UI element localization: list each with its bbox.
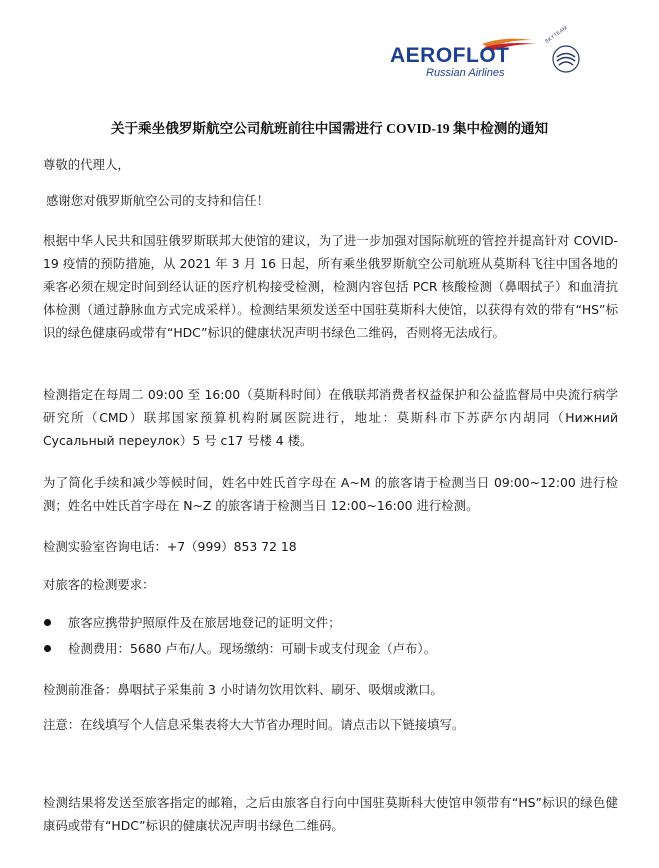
paragraph-schedule: 检测指定在每周二 09:00 至 16:00（莫斯科时间）在俄联邦消费者权益保护和公益监督局中央流行病学研究所（CMD）联邦国家预算机构附属医院进行，地址：莫斯科市下苏萨尔内胡同（Нижний Сусальный переулок）5 号 с17 号楼 4 楼。: [43, 387, 618, 448]
greeting: 尊敬的代理人，: [43, 157, 130, 172]
lab-phone: 检测实验室咨询电话：+7（999）853 72 18: [43, 539, 297, 554]
preparation-note: 检测前准备：鼻咽拭子采集前 3 小时请勿饮用饮料、刷牙、吸烟或漱口。: [43, 682, 443, 697]
logo-subtitle: Russian Airlines: [426, 67, 505, 79]
skyteam-label: SKYTEAM: [544, 25, 569, 45]
list-item: [43, 611, 618, 634]
paragraph-intro: 根据中华人民共和国驻俄罗斯联邦大使馆的建议，为了进一步加强对国际航班的管控并提高针对 COVID-19 疫情的预防措施，从 2021 年 3 月 16 日起，所有乘坐俄罗斯航空公司航班从莫斯科飞往中国各地的乘客必须在规定时间到经认证的医疗机构接受检测，检测内容包括 PCR 核酸检测（鼻咽拭子）和血清抗体检测（通过静脉血方式完成采样）。检测结果须发送至中国驻莫斯科大使馆，以获得有效的带有“HS”标识的绿色健康码或带有“HDC”标识的健康状况声明书绿色二维码，否则将无法成行。: [43, 233, 618, 340]
paragraph-time-slots: 为了简化手续和减少等候时间，姓名中姓氏首字母在 A~M 的旅客请于检测当日 09:00~12:00 进行检测；姓名中姓氏首字母在 N~Z 的旅客请于检测当日 12:00~16:00 进行检测。: [43, 475, 618, 513]
bullet-icon: [44, 645, 51, 652]
requirement-passport: 旅客应携带护照原件及在旅居地登记的证明文件；: [68, 615, 341, 630]
document-title: 关于乘坐俄罗斯航空公司航班前往中国需进行 COVID-19 集中检测的通知: [110, 121, 549, 136]
requirements-heading: 对旅客的检测要求：: [43, 577, 155, 592]
online-form-note: 注意：在线填写个人信息采集表将大大节省办理时间。请点击以下链接填写。: [43, 717, 465, 732]
results-closing: 检测结果将发送至旅客指定的邮箱，之后由旅客自行向中国驻莫斯科大使馆申领带有“HS”标识的绿色健康码或带有“HDC”标识的健康状况声明书绿色二维码。: [43, 795, 618, 833]
thanks-line: 感谢您对俄罗斯航空公司的支持和信任！: [46, 193, 270, 208]
list-item: [43, 637, 618, 660]
requirements-list: [43, 611, 618, 663]
bullet-icon: [44, 619, 51, 626]
aeroflot-logo: [386, 25, 586, 88]
skyteam-emblem-icon: [549, 38, 583, 78]
requirement-fee: 检测费用：5680 卢布/人。现场缴纳：可刷卡或支付现金（卢布）。: [68, 641, 436, 656]
logo-brand: AEROFLOT: [390, 44, 510, 67]
